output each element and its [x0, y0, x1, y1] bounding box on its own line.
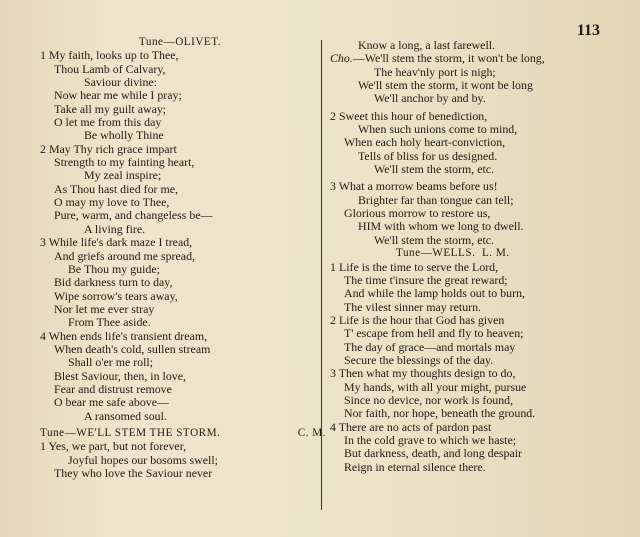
- verse-line: Wipe sorrow's tears away,: [54, 288, 178, 303]
- wells-verse-4: [330, 421, 610, 474]
- verse-line: Tells of bliss for us designed.: [358, 148, 498, 163]
- verse-line: The day of grace—and mortals may: [344, 339, 516, 354]
- verse-line: And griefs around me spread,: [54, 248, 195, 263]
- verse-line: The time t'insure the great reward;: [344, 272, 508, 287]
- verse-line: But darkness, death, and long despair: [344, 446, 522, 461]
- verse-line: Nor faith, nor hope, beneath the ground.: [344, 406, 536, 421]
- verse-line: Sweet this hour of benediction,: [338, 108, 488, 123]
- verse-line: My hands, with all your might, pursue: [344, 379, 527, 394]
- verse-number: 1: [40, 439, 46, 454]
- verse-line: HIM with whom we long to dwell.: [358, 219, 524, 234]
- storm-chorus: [330, 52, 610, 105]
- wells-verse-2: [330, 314, 610, 367]
- olivet-verse-3: [40, 236, 330, 329]
- olivet-verse-1: [40, 49, 330, 142]
- olivet-verse-2: [40, 143, 330, 236]
- verse-number: 4: [330, 419, 336, 434]
- verse-line: And while the lamp holds out to burn,: [344, 286, 525, 301]
- storm-verse-2: [330, 110, 610, 177]
- verse-line: Then what my thoughts design to do,: [338, 366, 516, 381]
- verse-line: O may my love to Thee,: [54, 195, 170, 210]
- verse-number: 3: [330, 366, 336, 381]
- verse-line: A living fire.: [84, 221, 146, 236]
- chorus-line: —We'll stem the storm, it won't be long,: [352, 51, 545, 66]
- verse-line: The vilest sinner may return.: [344, 299, 482, 314]
- tune-title-storm: [40, 427, 330, 440]
- verse-line: My faith, looks up to Thee,: [48, 48, 179, 63]
- verse-line: Shall o'er me roll;: [68, 355, 154, 370]
- verse-line: Glorious morrow to restore us,: [344, 206, 491, 221]
- verse-number: 1: [330, 259, 336, 274]
- tune-meter: C. M.: [297, 426, 326, 439]
- left-column: [40, 36, 330, 480]
- verse-line: When ends life's transient dream,: [48, 328, 208, 343]
- verse-number: 2: [330, 312, 336, 327]
- verse-line: O bear me safe above—: [54, 395, 169, 410]
- verse-number: 2: [330, 108, 336, 123]
- verse-line: Pure, warm, and changeless be—: [54, 208, 213, 223]
- storm-verse-1: [40, 440, 330, 480]
- verse-line: O let me from this day: [54, 115, 162, 130]
- verse-line: We'll stem the storm, etc.: [374, 162, 495, 177]
- verse-line: Nor let me ever stray: [54, 301, 155, 316]
- verse-line: While life's dark maze I tread,: [48, 235, 193, 250]
- verse-line: Know a long, a last farewell.: [358, 38, 496, 52]
- verse-line: Now hear me while I pray;: [54, 88, 182, 103]
- verse-line: When death's cold, sullen stream: [54, 341, 211, 356]
- verse-line: Be Thou my guide;: [68, 261, 160, 276]
- olivet-verse-4: [40, 330, 330, 423]
- verse-line: As Thou hast died for me,: [54, 181, 178, 196]
- wells-verse-3: [330, 367, 610, 420]
- verse-line: There are no acts of pardon past: [338, 419, 492, 434]
- verse-line: Blest Saviour, then, in love,: [54, 368, 186, 383]
- verse-line: Take all my guilt away;: [54, 101, 167, 116]
- verse-line: Bid darkness turn to day,: [54, 275, 173, 290]
- verse-number: 2: [40, 141, 46, 156]
- verse-line: T' escape from hell and fly to heaven;: [344, 326, 524, 341]
- tune-meter: L. M.: [481, 247, 510, 260]
- verse-line: Saviour divine:: [84, 75, 157, 90]
- verse-line: When each holy heart-conviction,: [344, 135, 506, 150]
- verse-number: 4: [40, 328, 46, 343]
- verse-line: We'll stem the storm, etc.: [374, 232, 495, 247]
- verse-number: 3: [330, 179, 336, 194]
- verse-line: Life is the time to serve the Lord,: [338, 259, 499, 274]
- bleed-through-text: [395, 6, 595, 21]
- tune-title-olivet: Tune—OLIVET.: [138, 36, 222, 48]
- verse-number: 1: [40, 48, 46, 63]
- chorus-label: Cho.: [330, 51, 353, 66]
- verse-line: Since no device, nor work is found,: [344, 392, 514, 407]
- verse-line: Strength to my fainting heart,: [54, 155, 195, 170]
- chorus-line: We'll anchor by and by.: [374, 91, 486, 106]
- verse-line: They who love the Saviour never: [54, 466, 213, 480]
- tune-title-wells: [330, 247, 610, 260]
- tune-name: Tune—WE'LL STEM THE STORM.: [40, 426, 221, 439]
- verse-line: My zeal inspire;: [84, 168, 162, 183]
- tune-name: Tune—WELLS.: [396, 247, 476, 260]
- verse-line: Reign in eternal silence there.: [344, 459, 486, 474]
- verse-line: From Thee aside.: [68, 315, 151, 330]
- verse-line: Joyful hopes our bosoms swell;: [68, 452, 218, 467]
- verse-line: Brighter far than tongue can tell;: [358, 192, 514, 207]
- verse-number: 3: [40, 235, 46, 250]
- verse-line: A ransomed soul.: [84, 408, 167, 423]
- verse-line: In the cold grave to which we haste;: [344, 432, 517, 447]
- wells-verse-1: [330, 261, 610, 314]
- verse-line: Yes, we part, but not forever,: [48, 439, 187, 454]
- verse-line: May Thy rich grace impart: [48, 141, 177, 156]
- verse-line: What a morrow beams before us!: [338, 179, 498, 194]
- storm-verse-3: [330, 180, 610, 247]
- verse-line: Life is the hour that God has given: [338, 312, 505, 327]
- verse-line: Secure the blessings of the day.: [344, 352, 494, 367]
- chorus-line: The heav'nly port is nigh;: [374, 64, 496, 79]
- page-number: 113: [576, 22, 600, 39]
- verse-line: Fear and distrust remove: [54, 381, 172, 396]
- verse-line: When such unions come to mind,: [358, 122, 518, 137]
- verse-line: Thou Lamb of Calvary,: [54, 61, 166, 76]
- right-column: [330, 39, 610, 474]
- chorus-line: We'll stem the storm, it wont be long: [358, 78, 533, 93]
- verse-line: Be wholly Thine: [84, 128, 164, 143]
